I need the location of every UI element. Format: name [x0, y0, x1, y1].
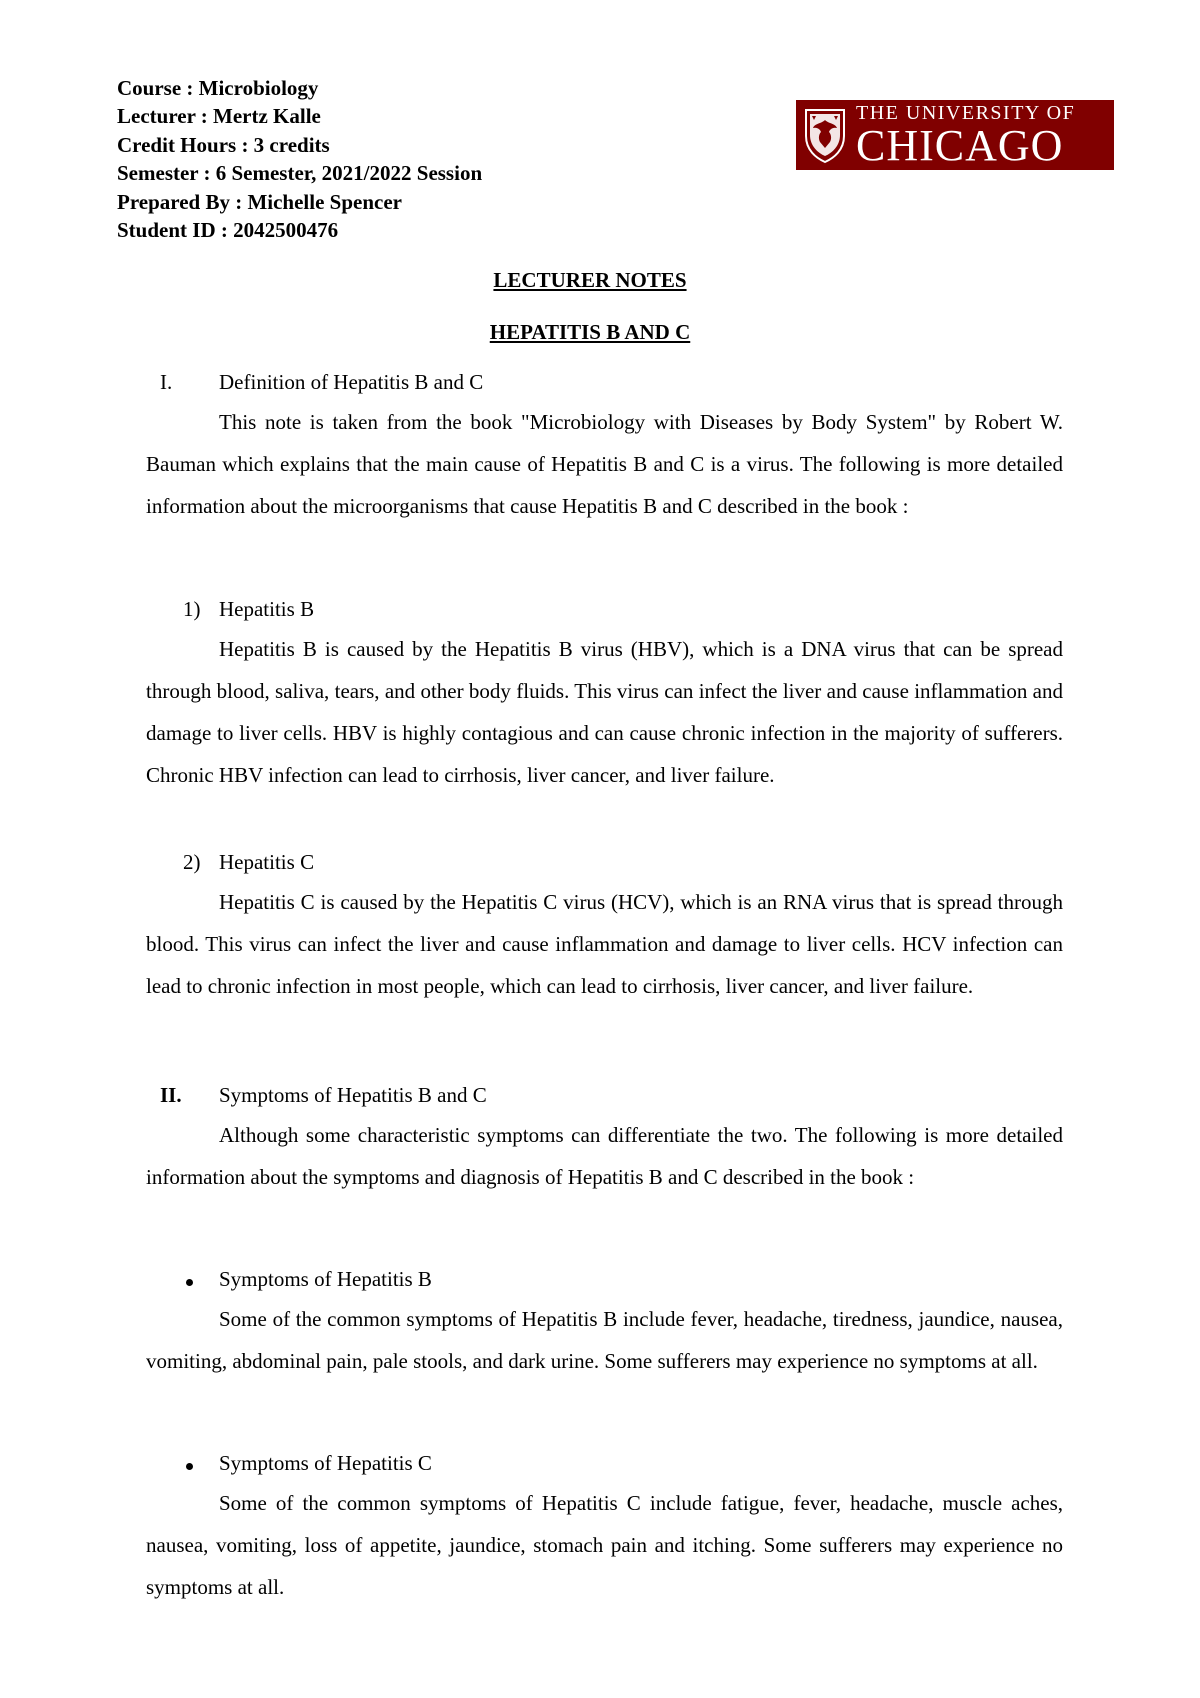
- item-2-text: Hepatitis C is caused by the Hepatitis C virus (HCV), which is an RNA virus that is spread through blood. This virus can infect the liver and cause inflammation and damage to liver cells. HCV infection can lead to chronic infection in most people, which can lead to cirrhosis, liver cancer, and liver failure.: [146, 890, 1063, 998]
- bullet-2-body: [146, 1482, 1063, 1608]
- bullet-2-heading: Symptoms of Hepatitis C: [219, 1451, 432, 1475]
- university-logo: [796, 100, 1114, 170]
- section-2-number: II.: [160, 1083, 182, 1107]
- phoenix-crest-icon: [796, 100, 854, 170]
- document-title: LECTURER NOTES: [493, 268, 687, 292]
- credit-hours-line: Credit Hours : 3 credits: [117, 132, 330, 157]
- section-2-heading: Symptoms of Hepatitis B and C: [219, 1083, 487, 1107]
- section-2-intro-text: Although some characteristic symptoms can differentiate the two. The following is more detailed information about the symptoms and diagnosis of Hepatitis B and C described in the book :: [146, 1123, 1063, 1189]
- section-2-intro: [146, 1114, 1063, 1198]
- section-1-heading: Definition of Hepatitis B and C: [219, 370, 484, 394]
- logo-line-1: THE UNIVERSITY OF: [856, 102, 1076, 124]
- item-2-number: 2): [183, 850, 201, 874]
- item-2-body: [146, 881, 1063, 1007]
- section-1-number: I.: [160, 370, 173, 394]
- bullet-2-text: Some of the common symptoms of Hepatitis C include fatigue, fever, headache, muscle aches, nausea, vomiting, loss of appetite, jaundice, stomach pain and itching. Some sufferers may experience no symptoms at all.: [146, 1491, 1063, 1599]
- section-1-intro: [146, 401, 1063, 527]
- logo-line-2: CHICAGO: [856, 121, 1064, 170]
- item-1-number: 1): [183, 597, 201, 621]
- bullet-1-text: Some of the common symptoms of Hepatitis B include fever, headache, tiredness, jaundice, nausea, vomiting, abdominal pain, pale stools, and dark urine. Some sufferers may experience no symptoms at all.: [146, 1307, 1063, 1373]
- bullet-1-heading: Symptoms of Hepatitis B: [219, 1267, 432, 1291]
- course-line: Course : Microbiology: [117, 76, 319, 100]
- course-info-block: [117, 74, 482, 244]
- semester-line: Semester : 6 Semester, 2021/2022 Session: [117, 161, 483, 186]
- prepared-by-line: Prepared By : Michelle Spencer: [117, 189, 402, 214]
- university-wordmark: [856, 102, 1075, 168]
- document-subtitle: HEPATITIS B AND C: [489, 320, 691, 344]
- bullet-icon: [186, 1463, 193, 1470]
- student-id-line: Student ID : 2042500476: [117, 218, 339, 243]
- section-1-intro-text: This note is taken from the book "Microbiology with Diseases by Body System" by Robert W. Bauman which explains that the main cause of Hepatitis B and C is a virus. The following is more detailed information about the microorganisms that cause Hepatitis B and C described in the book :: [146, 410, 1063, 518]
- item-1-text: Hepatitis B is caused by the Hepatitis B virus (HBV), which is a DNA virus that can be spread through blood, saliva, tears, and other body fluids. This virus can infect the liver and cause inflammation and damage to liver cells. HBV is highly contagious and can cause chronic infection in the majority of sufferers. Chronic HBV infection can lead to cirrhosis, liver cancer, and liver failure.: [146, 637, 1063, 787]
- bullet-1-body: [146, 1298, 1063, 1382]
- item-2-heading: Hepatitis C: [219, 850, 315, 874]
- item-1-body: [146, 628, 1063, 796]
- item-1-heading: Hepatitis B: [219, 597, 315, 621]
- bullet-icon: [186, 1279, 193, 1286]
- lecturer-line: Lecturer : Mertz Kalle: [117, 104, 321, 129]
